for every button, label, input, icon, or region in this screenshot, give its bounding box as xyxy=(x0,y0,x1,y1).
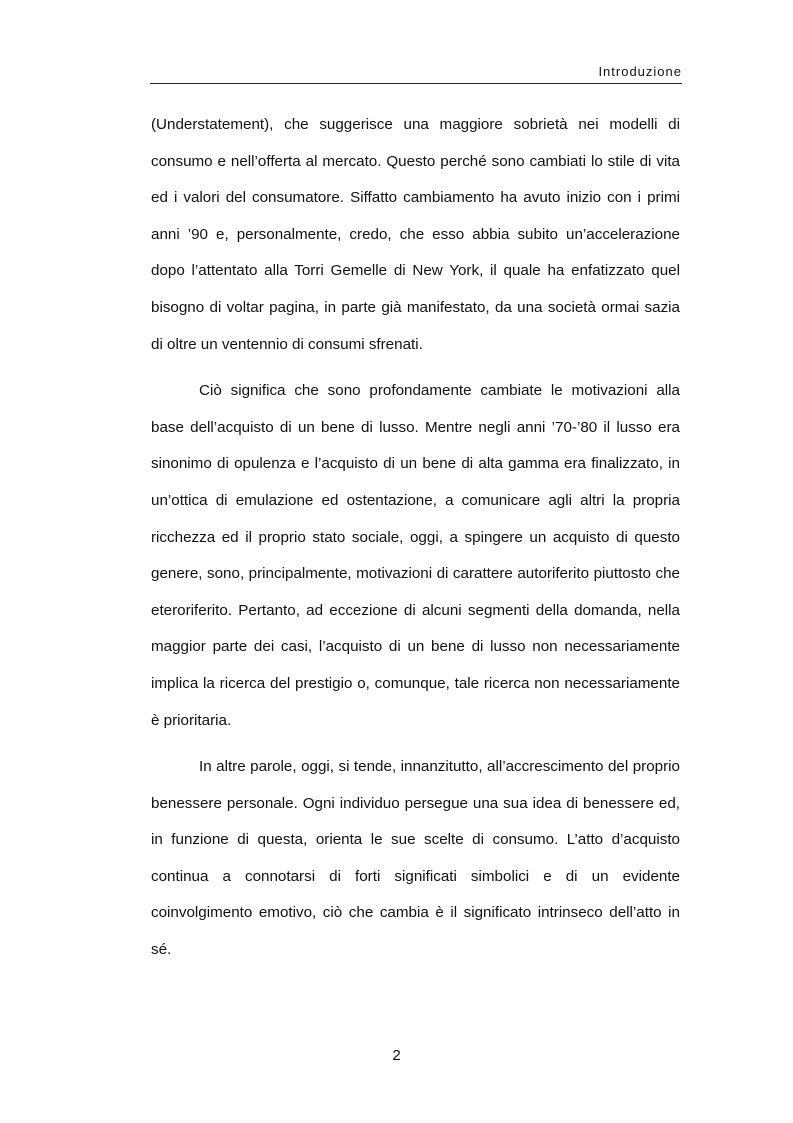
paragraph-3: In altre parole, oggi, si tende, innanzitutto, all’accrescimento del proprio benessere personale. Ogni individuo persegue una sua idea di benessere ed, in funzione di questa, orienta le sue scelte di consumo. L’atto d’acquisto continua a connotarsi di forti significati simbolici e di un evidente coinvolgimento emotivo, ciò che cambia è il significato intrinseco dell’atto in sé. xyxy=(151,758,680,959)
page-number: 2 xyxy=(392,1047,401,1064)
paragraph-1: (Understatement), che suggerisce una maggiore sobrietà nei modelli di consumo e nell’offerta al mercato. Questo perché sono cambiati lo stile di vita ed i valori del consumatore. Siffatto cambiamento ha avuto inizio con i primi anni ’90 e, personalmente, credo, che esso abbia subito un’accelerazione dopo l’attentato alla Torri Gemelle di New York, il quale ha enfatizzato quel bisogno di voltar pagina, in parte già manifestato, da una società ormai sazia di oltre un ventennio di consumi sfrenati. xyxy=(151,116,680,353)
body-text xyxy=(151,107,680,979)
header-divider xyxy=(150,83,682,84)
paragraph-2: Ciò significa che sono profondamente cambiate le motivazioni alla base dell’acquisto di un bene di lusso. Mentre negli anni ’70-’80 il lusso era sinonimo di opulenza e l’acquisto di un bene di alta gamma era finalizzato, in un’ottica di emulazione ed ostentazione, a comunicare agli altri la propria ricchezza ed il proprio stato sociale, oggi, a spingere un acquisto di questo genere, sono, principalmente, motivazioni di carattere autoriferito piuttosto che eteroriferito. Pertanto, ad eccezione di alcuni segmenti della domanda, nella maggior parte dei casi, l’acquisto di un bene di lusso non necessariamente implica la ricerca del prestigio o, comunque, tale ricerca non necessariamente è prioritaria. xyxy=(151,382,680,729)
running-header-title: Introduzione xyxy=(598,64,682,79)
